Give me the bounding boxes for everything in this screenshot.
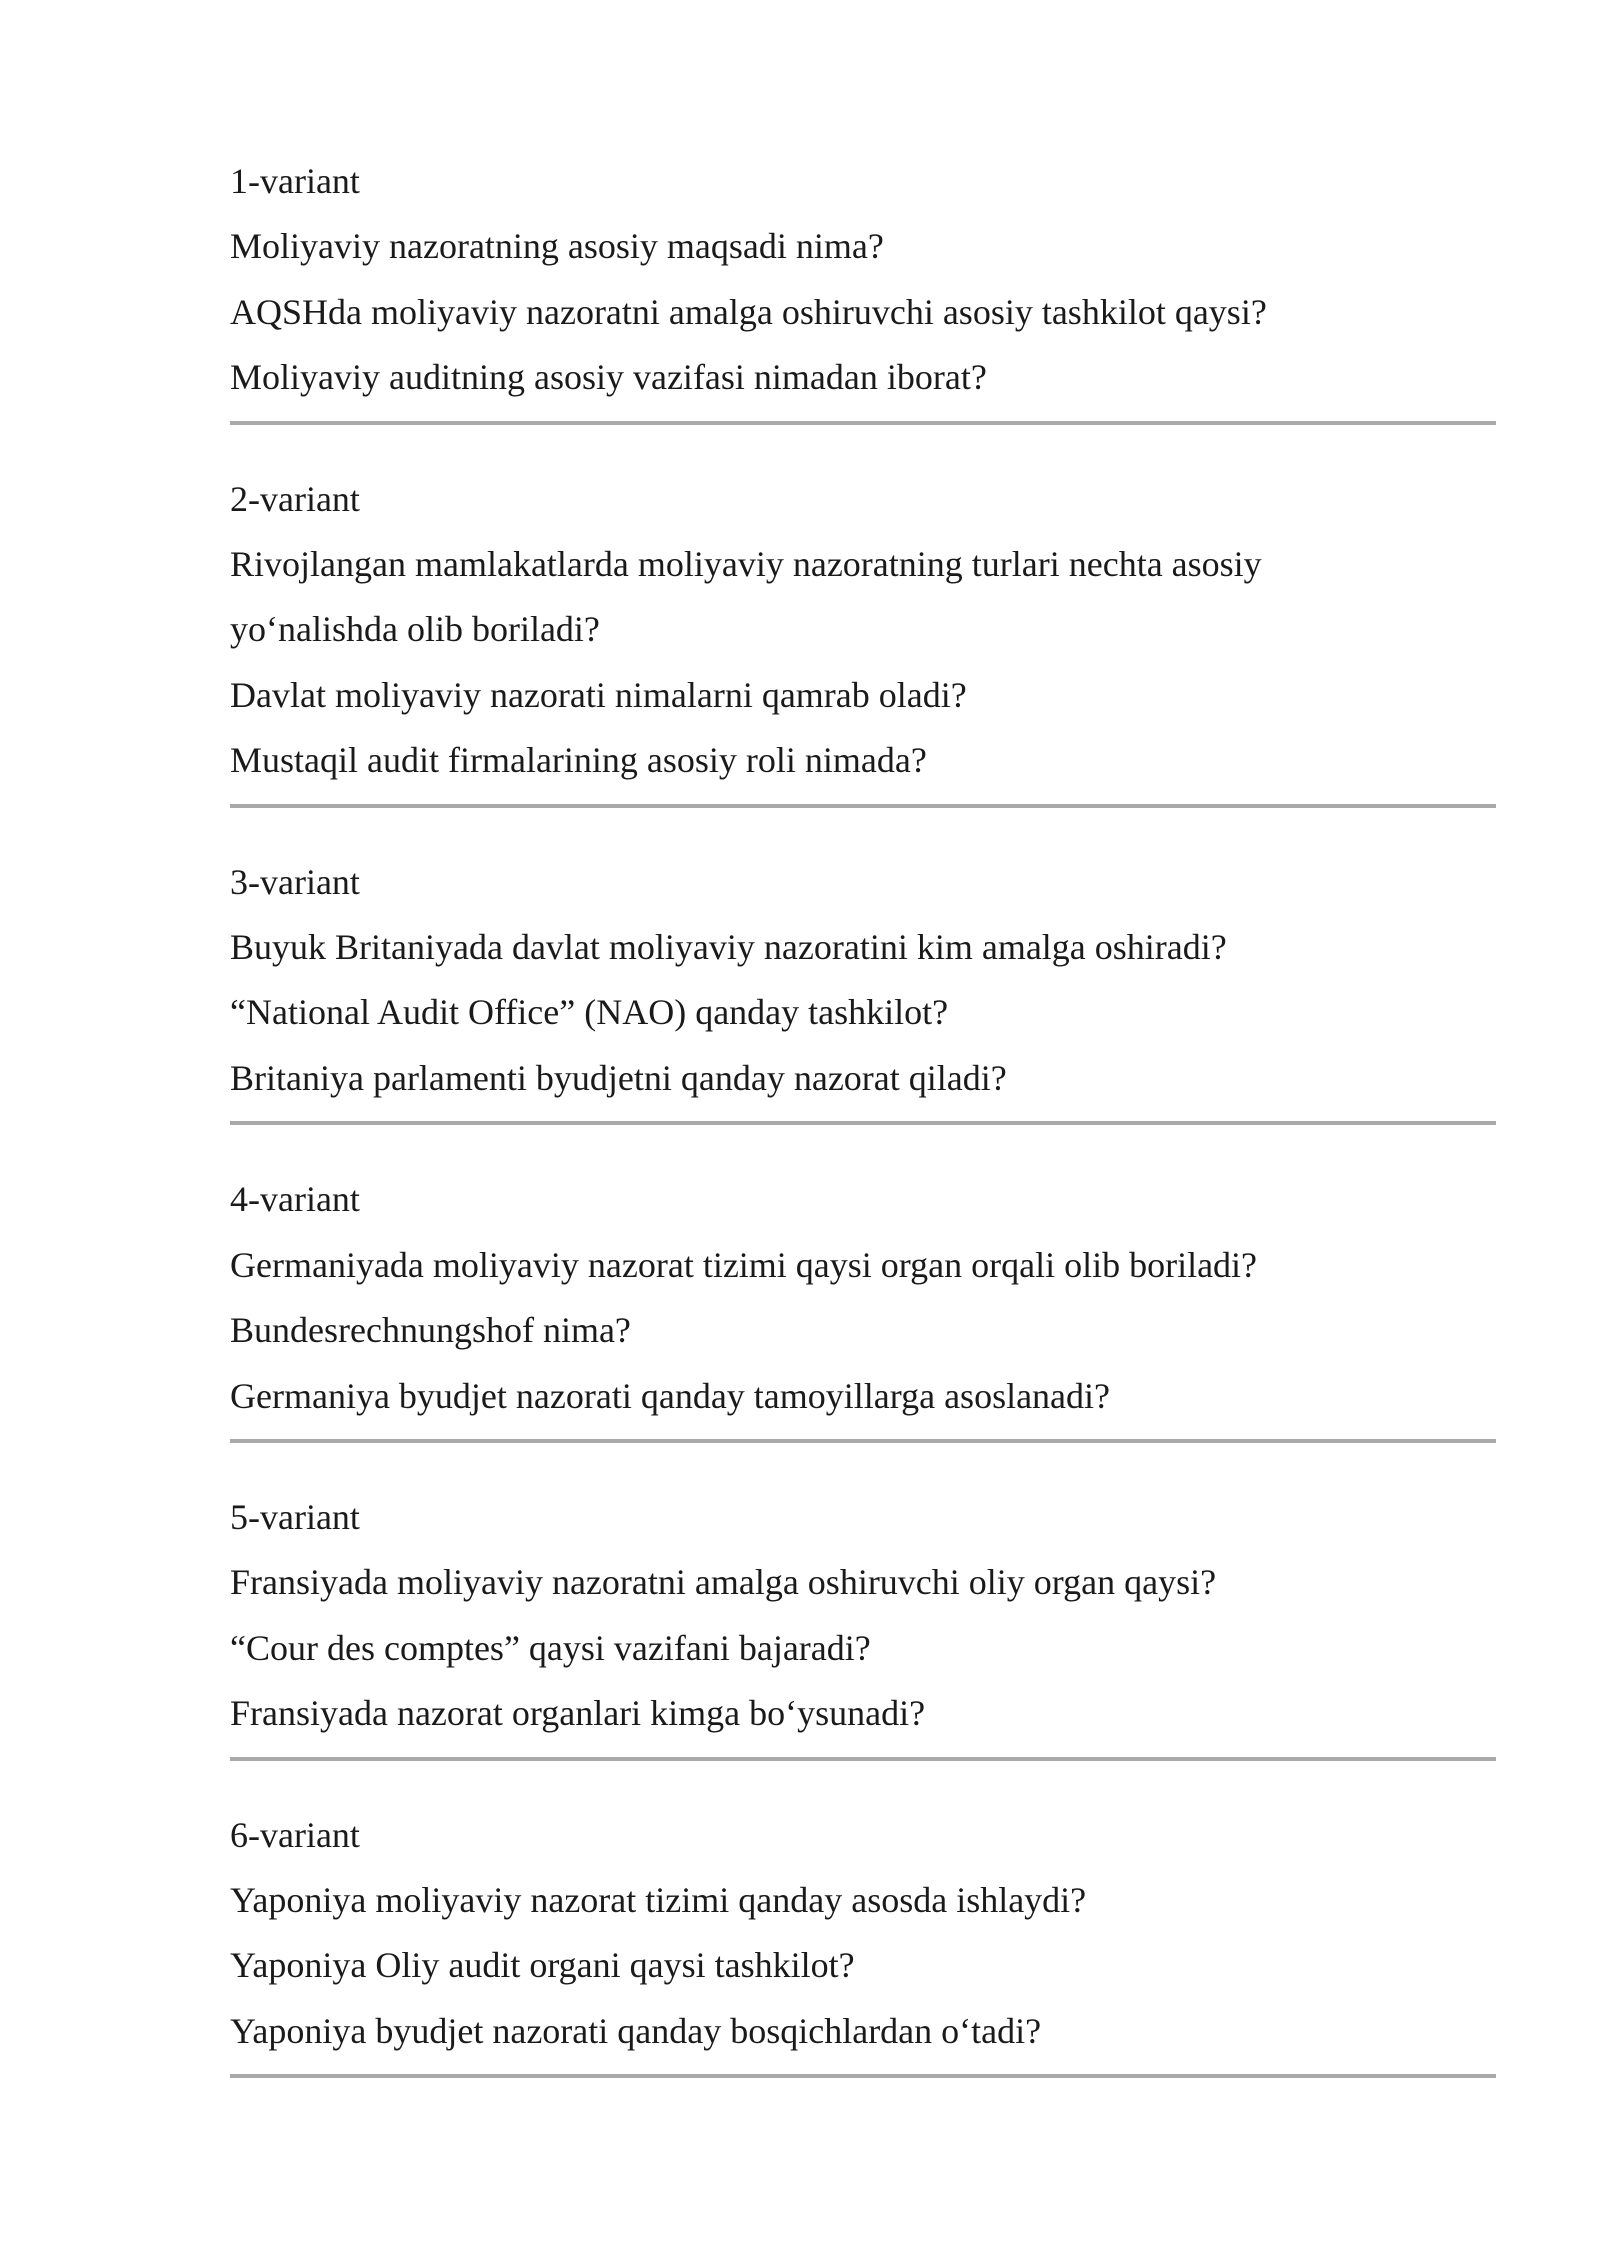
variant-3: [230, 844, 1496, 1126]
variant-title: 4-variant: [230, 1179, 360, 1220]
question-line: Yaponiya byudjet nazorati qanday bosqichlardan o‘tadi?: [230, 2010, 1042, 2051]
question-line: Yaponiya Oliy audit organi qaysi tashkilot?: [230, 1945, 855, 1986]
document-page: [230, 143, 1496, 2114]
question-line: Germaniyada moliyaviy nazorat tizimi qaysi organ orqali olib boriladi?: [230, 1244, 1258, 1285]
question-line: Britaniya parlamenti byudjetni qanday nazorat qiladi?: [230, 1057, 1007, 1098]
variant-6: [230, 1797, 1496, 2079]
question-line: Mustaqil audit firmalarining asosiy roli nimada?: [230, 740, 927, 781]
question-line: “Cour des comptes” qaysi vazifani bajaradi?: [230, 1627, 871, 1668]
question-line: AQSHda moliyaviy nazoratni amalga oshiruvchi asosiy tashkilot qaysi?: [230, 291, 1267, 332]
variant-4: [230, 1161, 1496, 1443]
variant-1: [230, 143, 1496, 425]
question-line: yo‘nalishda olib boriladi?: [230, 609, 600, 650]
question-line: Buyuk Britaniyada davlat moliyaviy nazoratini kim amalga oshiradi?: [230, 927, 1227, 968]
question-line: Bundesrechnungshof nima?: [230, 1310, 631, 1351]
question-line: Davlat moliyaviy nazorati nimalarni qamrab oladi?: [230, 674, 967, 715]
question-line: “National Audit Office” (NAO) qanday tashkilot?: [230, 992, 949, 1033]
variant-title: 2-variant: [230, 478, 360, 519]
variant-title: 1-variant: [230, 161, 360, 201]
question-line: Rivojlangan mamlakatlarda moliyaviy nazoratning turlari nechta asosiy: [230, 544, 1262, 585]
question-line: Germaniya byudjet nazorati qanday tamoyillarga asoslanadi?: [230, 1375, 1111, 1416]
question-line: Fransiyada nazorat organlari kimga bo‘ysunadi?: [230, 1693, 926, 1734]
question-line: Yaponiya moliyaviy nazorat tizimi qanday asosda ishlaydi?: [230, 1879, 1087, 1920]
question-line: Moliyaviy nazoratning asosiy maqsadi nima?: [230, 226, 884, 267]
variant-title: 6-variant: [230, 1814, 360, 1855]
variant-title: 5-variant: [230, 1496, 360, 1537]
question-line: Fransiyada moliyaviy nazoratni amalga oshiruvchi oliy organ qaysi?: [230, 1562, 1217, 1603]
variant-5: [230, 1479, 1496, 1761]
variant-title: 3-variant: [230, 861, 360, 902]
question-line: Moliyaviy auditning asosiy vazifasi nimadan iborat?: [230, 357, 987, 398]
variant-2: [230, 461, 1496, 808]
